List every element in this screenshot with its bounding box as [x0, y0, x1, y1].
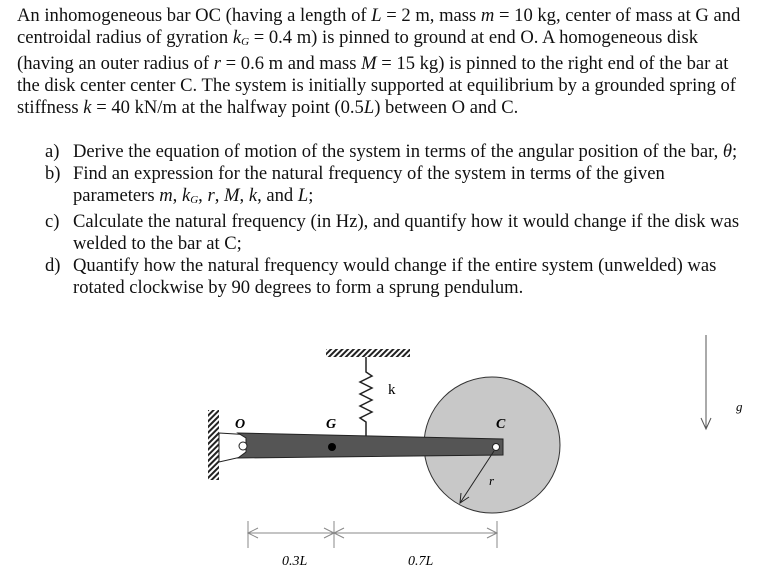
- pin-C: [493, 444, 500, 451]
- math-symbol: r: [213, 53, 221, 74]
- math-symbol: m: [159, 185, 173, 206]
- text-segment: = 2 m, mass: [381, 5, 481, 26]
- text-segment: (having an outer radius of: [17, 53, 214, 74]
- wall-ground-hatch: [208, 410, 219, 480]
- math-symbol: L: [363, 97, 375, 118]
- math-symbol: G: [190, 194, 199, 206]
- spring: [360, 357, 372, 436]
- text-segment: ) between O and C.: [374, 97, 519, 118]
- text-segment: = 10 kg, center of mass at G and: [494, 5, 741, 26]
- math-symbol: k: [248, 185, 258, 206]
- text-segment: Find an expression for the natural frequency of the system in terms of the given: [73, 163, 665, 184]
- text-segment: parameters: [73, 185, 160, 206]
- text-segment: ;: [308, 185, 314, 206]
- math-symbol: G: [241, 36, 250, 48]
- dimension-lines: [248, 521, 497, 548]
- question-label: d): [45, 255, 61, 276]
- label-O: O: [235, 417, 246, 432]
- text-segment: = 15 kg) is pinned to the right end of the bar at: [376, 53, 729, 74]
- text-segment: = 0.6 m and mass: [220, 53, 362, 74]
- math-symbol: L: [297, 185, 309, 206]
- math-symbol: k: [83, 97, 92, 118]
- dimension-label-0.3L: 0.3L: [282, 554, 308, 569]
- math-symbol: m: [480, 5, 495, 26]
- text-segment: the disk center center C. The system is initially supported at equilibrium by a grounded spring of: [17, 75, 736, 96]
- math-symbol: M: [361, 53, 377, 74]
- text-segment: ,: [198, 185, 208, 206]
- math-symbol: k: [232, 27, 242, 48]
- math-symbol: L: [371, 5, 382, 26]
- dimension-label-0.7L: 0.7L: [408, 554, 434, 569]
- label-C: C: [496, 417, 506, 432]
- text-segment: = 0.4 m) is pinned to ground at end O. A homogeneous disk: [249, 27, 699, 48]
- label-r: r: [489, 473, 495, 488]
- ceiling-ground-hatch: [326, 349, 410, 357]
- pin-O: [239, 442, 247, 450]
- math-symbol: r: [207, 185, 215, 206]
- text-segment: stiffness: [17, 97, 84, 118]
- text-segment: An inhomogeneous bar OC (having a length of: [17, 5, 372, 26]
- question-label: a): [45, 141, 60, 162]
- math-symbol: k: [181, 185, 191, 206]
- label-k: k: [388, 382, 396, 398]
- question-label: b): [45, 163, 61, 184]
- question-label: c): [45, 211, 60, 232]
- text-segment: rotated clockwise by 90 degrees to form a sprung pendulum.: [73, 277, 524, 298]
- text-segment: welded to the bar at C;: [73, 233, 242, 254]
- text-segment: ;: [732, 141, 738, 162]
- text-segment: Quantify how the natural frequency would change if the entire system (unwelded) was: [73, 255, 717, 276]
- text-segment: ,: [239, 185, 249, 206]
- math-symbol: θ: [722, 141, 733, 162]
- math-symbol: M: [224, 185, 240, 206]
- label-G: G: [326, 417, 337, 432]
- text-segment: = 40 kN/m at the halfway point (0.5: [91, 97, 364, 118]
- text-segment: Calculate the natural frequency (in Hz), and quantify how it would change if the disk was: [73, 211, 740, 232]
- text-segment: ,: [172, 185, 182, 206]
- text-segment: ,: [214, 185, 225, 206]
- text-segment: Derive the equation of motion of the system in terms of the angular position of the bar,: [73, 141, 723, 162]
- label-g: g: [736, 399, 743, 414]
- text-segment: , and: [257, 185, 298, 206]
- center-of-mass-G: [328, 443, 336, 451]
- text-segment: centroidal radius of gyration: [17, 27, 233, 48]
